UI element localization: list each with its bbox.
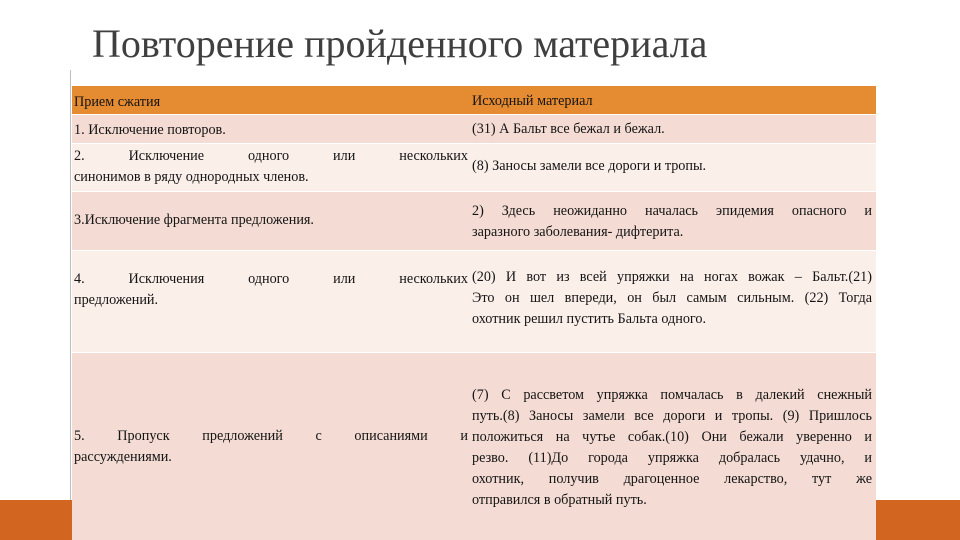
technique-line: 3.Исключение фрагмента предложения. [74,212,314,228]
header-technique: Прием сжатия [72,86,470,114]
table-row [72,251,876,352]
source-line: заразного заболевания- дифтерита. [472,224,684,240]
source-cell [470,251,876,352]
source-line: охотник, получив драгоценное лекарство, тут же [472,471,872,487]
left-margin-rule [70,70,71,540]
table-row [72,353,876,540]
technique-line: предложений. [74,292,159,308]
technique-line: 2. Исключение одного или нескольких [74,148,468,164]
source-line: охотник решил пустить Бальта одного. [472,311,707,327]
table-row [72,192,876,250]
technique-line: 5. Пропуск предложений с описаниями и [74,428,468,444]
header-source: Исходный материал [470,86,876,114]
source-line: резво. (11)До города упряжка добралась удачно, и [472,450,872,466]
technique-line: 1. Исключение повторов. [74,122,226,138]
source-line: (31) А Бальт все бежал и бежал. [472,121,665,137]
technique-cell [72,353,470,540]
source-line: (20) И вот из всей упряжки на ногах вожак – Бальт.(21) [472,269,872,285]
source-line: (8) Заносы замели все дороги и тропы. [472,158,707,174]
source-line: Это он шел впереди, он был самым сильным. (22) Тогда [472,290,872,306]
technique-cell [72,192,470,250]
source-cell [470,192,876,250]
technique-line: рассуждениями. [74,449,172,465]
source-line: положиться на чутье собак.(10) Они бежали уверенно и [472,429,872,445]
source-cell [470,353,876,540]
table-header-row [72,86,876,114]
source-line: 2) Здесь неожиданно началась эпидемия опасного и [472,203,872,219]
table-row [72,115,876,143]
source-line: путь.(8) Заносы замели все дороги и тропы. (9) Пришлось [472,408,872,424]
source-cell [470,115,876,143]
slide-title: Повторение пройденного материала [92,21,708,66]
source-line: (7) С рассветом упряжка помчалась в далекий снежный [472,387,872,403]
source-cell [470,144,876,191]
table-row [72,144,876,191]
technique-cell [72,251,470,352]
source-line: отправился в обратный путь. [472,492,647,508]
technique-cell [72,144,470,191]
technique-line: синонимов в ряду однородных членов. [74,169,309,185]
technique-line: 4. Исключения одного или нескольких [74,271,468,287]
technique-cell [72,115,470,143]
